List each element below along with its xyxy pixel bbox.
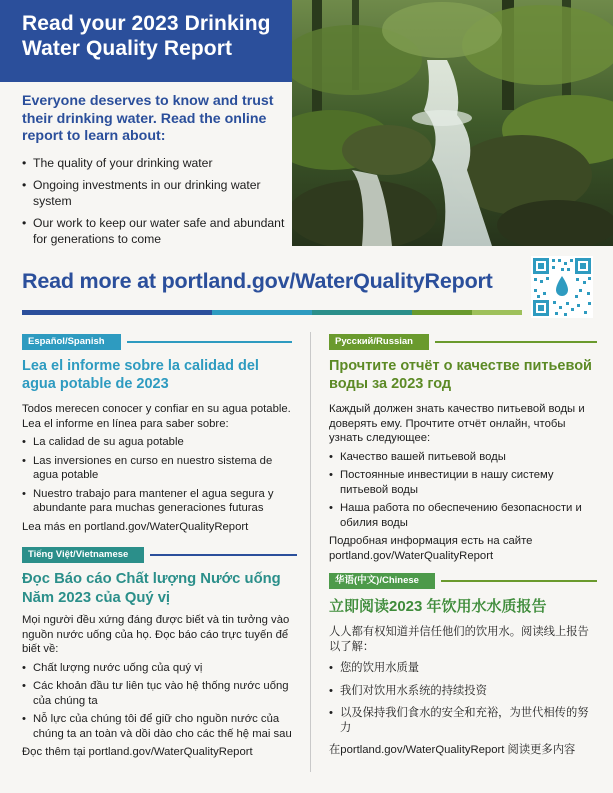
tag-line	[127, 341, 292, 343]
section-bullet: • Các khoản đầu tư liên tục vào hệ thống nước uống của chúng ta	[22, 679, 297, 708]
section-title: 立即阅读2023 年饮用水水质报告	[329, 598, 547, 615]
lang-tag-row	[22, 547, 297, 563]
section-lead: Todos merecen conocer y confiar en su agua potable. Lea el informe en línea para saber sobre:	[22, 403, 291, 430]
intro-section	[22, 93, 292, 253]
section-bullet: • Наша работа по обеспечению безопасности и обилия воды	[329, 501, 597, 530]
section-title: Прочтите отчёт о качестве питьевой воды за 2023 год	[329, 358, 592, 392]
section-bullet: • Chất lượng nước uống của quý vị	[22, 661, 297, 676]
lang-tag-row	[329, 334, 597, 350]
tag-line	[435, 341, 597, 343]
section-lead: 人人都有权知道并信任他们的饮用水。阅读线上报告以了解：	[329, 626, 589, 653]
section-more-link[interactable]: 在portland.gov/WaterQualityReport 阅读更多内容	[329, 744, 576, 756]
intro-bullet: • Our work to keep our water safe and abundant for generations to come	[22, 215, 292, 247]
section-bullet: • Las inversiones en curso en nuestro sistema de agua potable	[22, 454, 292, 483]
lang-tag-row	[329, 573, 597, 589]
color-bar-segment	[22, 310, 212, 315]
lang-tag-spanish: Español/Spanish	[22, 334, 121, 350]
section-lead: Каждый должен знать качество питьевой воды и доверять ему. Прочтите отчёт онлайн, чтобы узнать следующее:	[329, 403, 585, 444]
section-spanish	[22, 334, 292, 534]
lang-tag-vietnamese: Tiếng Việt/Vietnamese	[22, 547, 144, 563]
color-bar	[22, 310, 522, 315]
section-bullet-list	[329, 450, 597, 531]
section-more-link[interactable]: Подробная информация есть на сайте portland.gov/WaterQualityReport	[329, 535, 533, 562]
tag-line	[150, 554, 297, 556]
section-bullet: • La calidad de su agua potable	[22, 435, 292, 450]
section-bullet: • 您的饮用水质量	[329, 661, 597, 676]
section-title: Lea el informe sobre la calidad del agua potable de 2023	[22, 358, 259, 392]
qr-code-graphic	[531, 256, 593, 318]
section-bullet-list	[329, 661, 597, 735]
waterfall-illustration	[292, 0, 613, 246]
title-line-1: Read your 2023 Drinking	[22, 12, 271, 35]
title-line-2: Water Quality Report	[22, 37, 233, 60]
lang-tag-russian: Русский/Russian	[329, 334, 429, 350]
section-bullet: • Nỗ lực của chúng tôi để giữ cho nguồn nước của chúng ta an toàn và dồi dào cho các thế hệ mai sau	[22, 712, 297, 741]
section-more-link[interactable]: Lea más en portland.gov/WaterQualityReport	[22, 520, 249, 533]
color-bar-segment	[412, 310, 472, 315]
intro-heading: Everyone deserves to know and trust their drinking water. Read the online report to learn about:	[22, 93, 274, 144]
intro-bullet: • The quality of your drinking water	[22, 155, 292, 171]
column-divider	[310, 332, 311, 772]
section-bullet: • Nuestro trabajo para mantener el agua segura y abundante para muchas generaciones futuras	[22, 487, 292, 516]
color-bar-segment	[472, 310, 522, 315]
qr-code-water-drop-icon[interactable]	[531, 256, 593, 318]
lang-tag-chinese: 华语(中文)/Chinese	[329, 573, 435, 589]
header-title-block	[0, 0, 320, 82]
report-link[interactable]: Read more at portland.gov/WaterQualityReport	[22, 269, 493, 293]
color-bar-segment	[212, 310, 312, 315]
page-title	[22, 11, 320, 61]
intro-bullet-list	[22, 155, 292, 247]
tag-line	[441, 580, 597, 582]
section-title: Đọc Báo cáo Chất lượng Nước uống Năm 2023 của Quý vị	[22, 571, 281, 606]
section-bullet: • 以及保持我们食水的安全和充裕，为世代相传的努力	[329, 706, 597, 735]
section-bullet: • 我们对饮用水系统的持续投资	[329, 684, 597, 699]
section-bullet: • Постоянные инвестиции в нашу систему питьевой воды	[329, 468, 597, 497]
section-more-link[interactable]: Đọc thêm tại portland.gov/WaterQualityReport	[22, 746, 253, 758]
section-bullet: • Качество вашей питьевой воды	[329, 450, 597, 465]
section-lead: Mọi người đều xứng đáng được biết và tin tưởng vào nguồn nước uống của họ. Đọc báo cáo trực tuyến để biết về:	[22, 614, 290, 655]
waterfall-photo	[292, 0, 613, 246]
color-bar-segment	[312, 310, 412, 315]
lang-tag-row	[22, 334, 292, 350]
section-bullet-list	[22, 435, 292, 516]
section-bullet-list	[22, 661, 297, 742]
section-chinese	[329, 573, 597, 758]
section-vietnamese	[22, 547, 297, 760]
intro-bullet: • Ongoing investments in our drinking water system	[22, 177, 292, 209]
section-russian	[329, 334, 597, 563]
